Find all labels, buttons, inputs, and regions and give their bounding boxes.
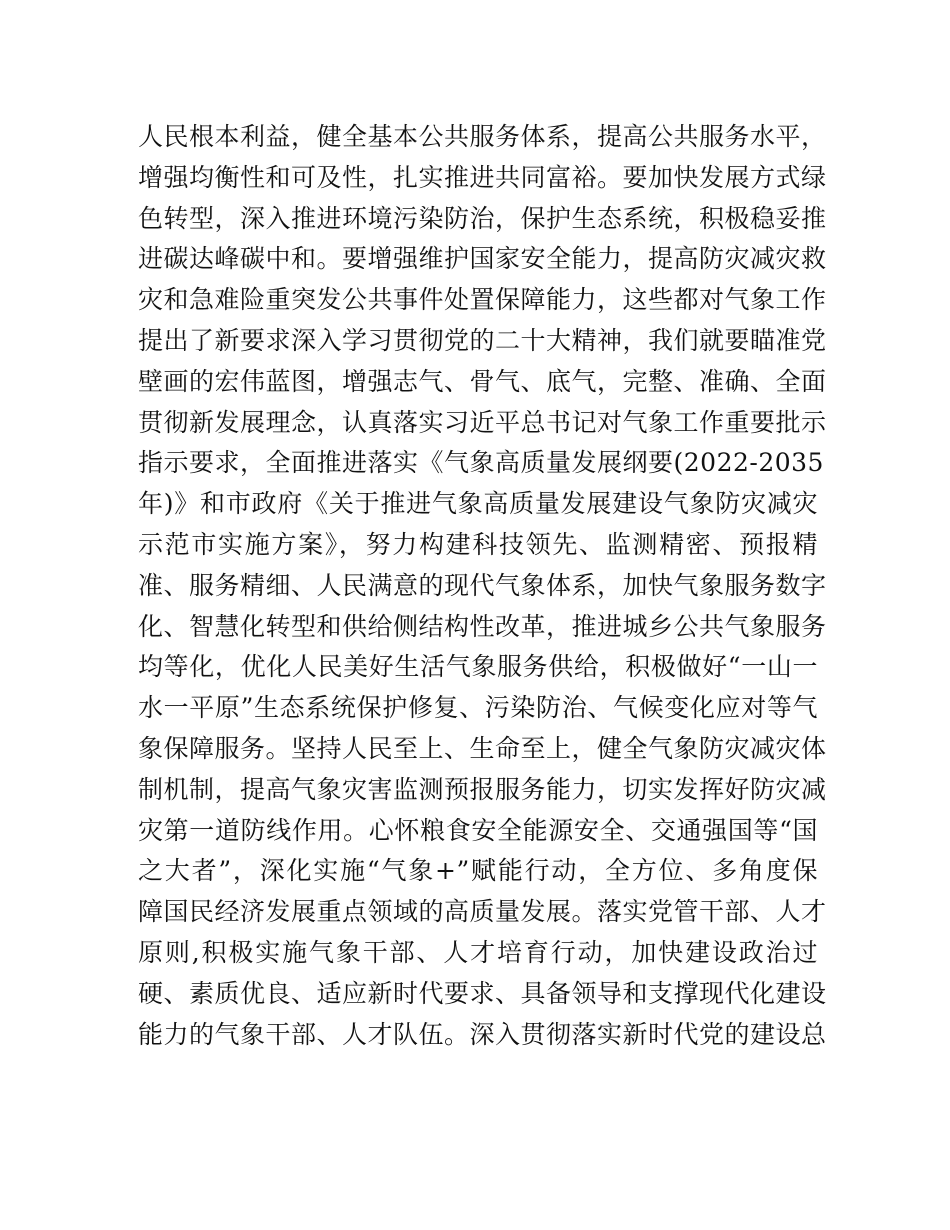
text-line-23: 能力的气象干部、人才队伍。深入贯彻落实新时代党的建设总 <box>138 1019 827 1049</box>
text-line-3: 色转型，深入推进环境污染防治，保护生态系统，积极稳妥推 <box>138 203 827 233</box>
text-line-18: 灾第一道防线作用。心怀粮食安全能源安全、交通强国等“国 <box>138 815 818 845</box>
text-line-17: 制机制，提高气象灾害监测预报服务能力，切实发挥好防灾减 <box>138 774 827 804</box>
text-line-21: 原则,积极实施气象干部、人才培育行动，加快建设政治过 <box>138 937 818 967</box>
text-line-11: 示范市实施方案》，努力构建科技领先、监测精密、预报精 <box>138 529 818 559</box>
text-line-15: 水一平原”生态系统保护修复、污染防治、气候变化应对等气 <box>138 693 818 723</box>
text-line-14: 均等化，优化人民美好生活气象服务供给，积极做好“一山一 <box>138 652 818 682</box>
body-text <box>138 117 827 1055</box>
text-line-10: 年)》和市政府《关于推进气象高质量发展建设气象防灾减灾 <box>138 489 818 519</box>
text-line-1: 人民根本利益，健全基本公共服务体系，提高公共服务水平， <box>138 122 827 151</box>
text-line-6: 提出了新要求深入学习贯彻党的二十大精神，我们就要瞄准党 <box>138 325 827 355</box>
text-line-19: 之大者”，深化实施“气象+”赋能行动，全方位、多角度保 <box>138 856 818 886</box>
text-line-12: 准、服务精细、人民满意的现代气象体系，加快气象服务数字 <box>138 570 827 600</box>
text-line-8: 贯彻新发展理念，认真落实习近平总书记对气象工作重要批示 <box>138 407 827 437</box>
text-line-9: 指示要求，全面推进落实《气象高质量发展纲要(2022-2035 <box>138 448 824 478</box>
text-line-4: 进碳达峰碳中和。要增强维护国家安全能力，提高防灾减灾救 <box>138 244 827 274</box>
text-line-16: 象保障服务。坚持人民至上、生命至上，健全气象防灾减灾体 <box>138 733 827 763</box>
text-line-20: 障国民经济发展重点领域的高质量发展。落实党管干部、人才 <box>138 897 827 927</box>
text-line-5: 灾和急难险重突发公共事件处置保障能力，这些都对气象工作 <box>138 285 827 315</box>
text-line-2: 增强均衡性和可及性，扎实推进共同富裕。要加快发展方式绿 <box>138 162 827 192</box>
text-line-13: 化、智慧化转型和供给侧结构性改革，推进城乡公共气象服务 <box>138 611 827 641</box>
text-line-7: 壁画的宏伟蓝图，增强志气、骨气、底气，完整、准确、全面 <box>138 366 827 396</box>
text-line-22: 硬、素质优良、适应新时代要求、具备领导和支撑现代化建设 <box>138 978 827 1008</box>
